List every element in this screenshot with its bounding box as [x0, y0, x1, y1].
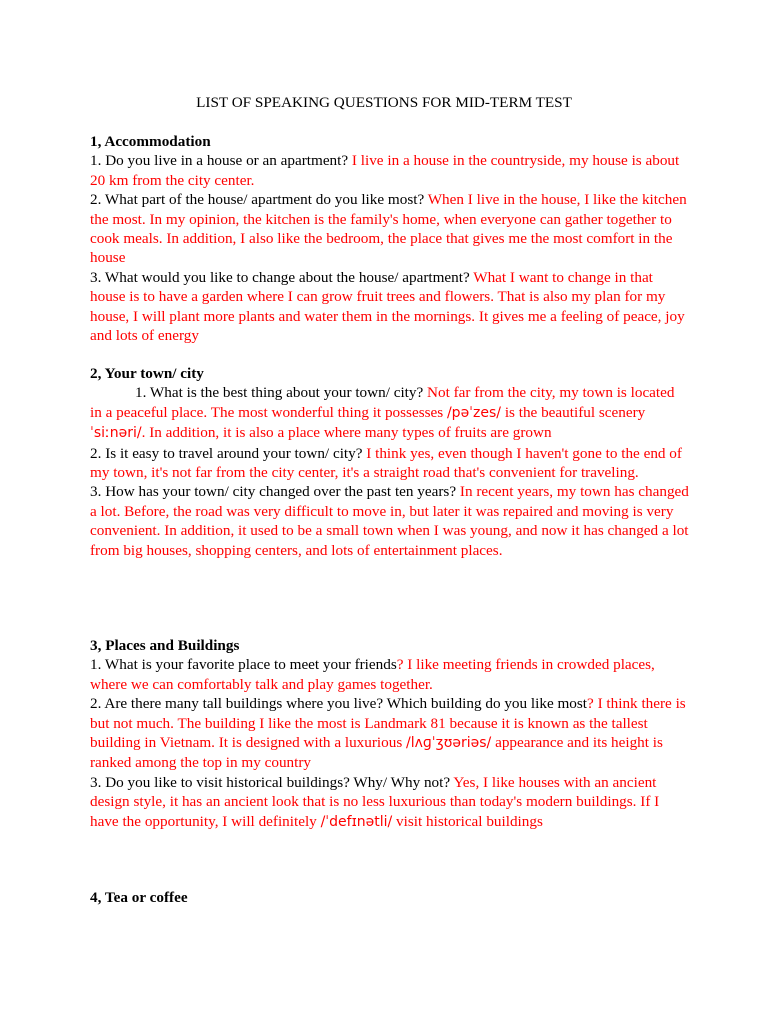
answer-text: . In addition, it is also a place where many types of fruits are grown [141, 424, 552, 442]
question-item [90, 444, 690, 483]
question-text: 2. Is it easy to travel around your town/ city? [90, 444, 367, 462]
section-heading: 2, Your town/ city [90, 365, 204, 382]
answer-text: appearance and its height is ranked among the top in my country [90, 734, 663, 772]
section-heading: 4, Tea or coffee [90, 889, 188, 906]
ipa-text: ˈsiːnəri/ [90, 425, 142, 442]
question-item [90, 190, 690, 268]
question-item [90, 482, 690, 560]
question-item [90, 383, 690, 443]
question-item [90, 655, 690, 694]
ipa-text: /pəˈzes/ [446, 404, 502, 421]
section-heading: 1, Accommodation [90, 133, 211, 150]
page-title: LIST OF SPEAKING QUESTIONS FOR MID-TERM TEST [196, 94, 572, 111]
answer-text: ? I think there is but not much. The building I like the most is Landmark 81 because it is known as the tallest building in Vietnam. It is designed with a luxurious [90, 695, 686, 752]
answer-text: Yes, I like houses with an ancient design style, it has an ancient look that is no less luxurious than today's modern buildings. If I have the opportunity, I will definitely [90, 773, 660, 830]
question-text: 1. What is your favorite place to meet your friends [90, 656, 397, 674]
answer-text: In recent years, my town has changed a lot. Before, the road was very difficult to move in, but later it was repaired and moving is very convenient. In addition, it used to be a small town when I was young, and now it has changed a lot from big houses, shopping centers, and lots of entertainment places. [90, 483, 689, 559]
section-tea-coffee [90, 888, 690, 907]
question-text: 3. What would you like to change about the house/ apartment? [90, 268, 474, 286]
answer-text: is the beautiful scenery [501, 403, 646, 421]
question-text: 2. What part of the house/ apartment do you like most? [90, 191, 428, 209]
question-text: 2. Are there many tall buildings where you live? Which building do you like most [90, 695, 588, 713]
question-text: 1. What is the best thing about your town/ city? [135, 384, 428, 402]
section-places-buildings [90, 636, 690, 832]
question-text: 1. Do you live in a house or an apartment? [90, 152, 352, 170]
question-item [90, 268, 690, 346]
section-accommodation [90, 132, 690, 345]
section-your-town [90, 364, 690, 560]
question-text: 3. How has your town/ city changed over the past ten years? [90, 483, 460, 501]
question-item [90, 773, 690, 832]
question-text: 3. Do you like to visit historical buildings? Why/ Why not? [90, 773, 454, 791]
answer-text: When I live in the house, I like the kitchen the most. In my opinion, the kitchen is the family's home, when everyone can gather together to cook meals. In addition, I also like the bedroom, the place that gives me the most comfort in the house [90, 191, 687, 267]
answer-text: I live in a house in the countryside, my house is about 20 km from the city center. [90, 152, 680, 189]
ipa-text: /ˈdefɪnətli/ [320, 813, 393, 830]
answer-text: Not far from the city, my town is located in a peaceful place. The most wonderful thing it possesses [90, 384, 675, 421]
section-heading: 3, Places and Buildings [90, 637, 240, 654]
question-item [90, 694, 690, 773]
answer-text: ? I like meeting friends in crowded places, where we can comfortably talk and play games together. [90, 656, 655, 693]
ipa-text: /lʌɡˈʒʊəriəs/ [406, 735, 492, 752]
answer-text: What I want to change in that house is to have a garden where I can grow fruit trees and flowers. That is also my plan for my house, I will plant more plants and water them in the mornings. It gives me a feeling of peace, joy and lots of energy [90, 268, 685, 345]
answer-text: I think yes, even though I haven't gone to the end of my town, it's not far from the city center, it's a straight road that's convenient for traveling. [90, 444, 682, 482]
question-item [90, 151, 690, 190]
answer-text: visit historical buildings [392, 812, 543, 830]
